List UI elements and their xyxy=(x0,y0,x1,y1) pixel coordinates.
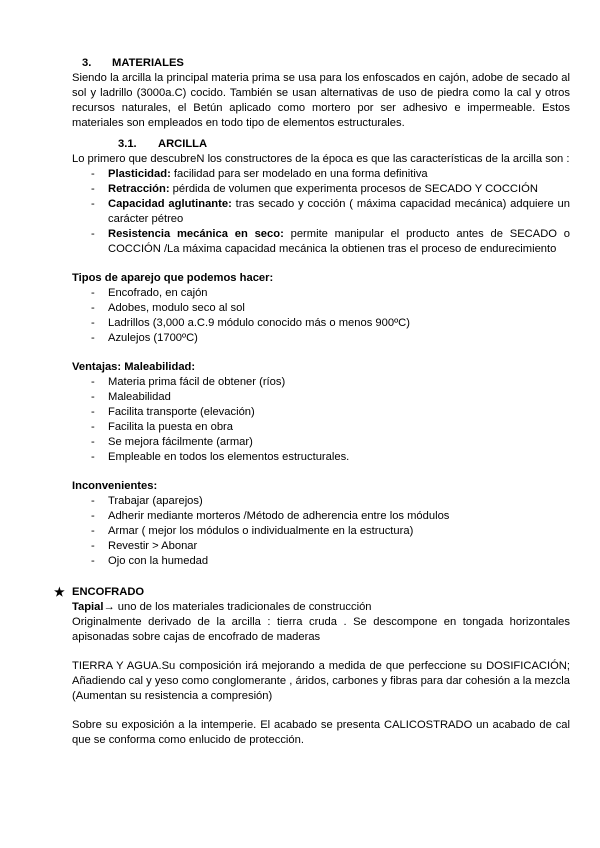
list-item xyxy=(72,182,570,197)
list-item: - Ladrillos (3,000 a.C.9 módulo conocido más o menos 900ºC) xyxy=(72,316,570,331)
inconvenientes-title: Inconvenientes: xyxy=(72,480,158,492)
list-item: - Facilita transporte (elevación) xyxy=(72,405,570,420)
aparejo-title: Tipos de aparejo que podemos hacer: xyxy=(72,272,274,284)
list-item: - Revestir > Abonar xyxy=(72,539,570,554)
list-item: - Empleable en todos los elementos estructurales. xyxy=(72,450,570,465)
property-term: Resistencia mecánica en seco: xyxy=(108,228,284,240)
property-desc: tras secado y cocción ( máxima capacidad mecánica) adquiere un carácter pétreo xyxy=(108,198,570,225)
section-title: MATERIALES xyxy=(112,57,184,69)
tapial-term: Tapial xyxy=(72,601,104,613)
list-item xyxy=(72,227,570,257)
aparejo-list xyxy=(72,286,570,346)
property-term: Plasticidad: xyxy=(108,168,171,180)
ventajas-list xyxy=(72,375,570,465)
encofrado-paragraph-1: Originalmente derivado de la arcilla : tierra cruda . Se descompone en tongada horizontales apisonadas sobre cajas de encofrado de maderas xyxy=(72,616,570,643)
list-item: - Se mejora fácilmente (armar) xyxy=(72,435,570,450)
list-item: - Armar ( mejor los módulos o individualmente en la estructura) xyxy=(72,524,570,539)
property-term: Retracción: xyxy=(108,183,170,195)
list-item: - Facilita la puesta en obra xyxy=(72,420,570,435)
list-item: - Materia prima fácil de obtener (ríos) xyxy=(72,375,570,390)
star-icon: ★ xyxy=(54,585,65,599)
subsection-intro: Lo primero que descubreN los constructores de la época es que las características de la arcilla son : xyxy=(72,153,570,165)
encofrado-title: ENCOFRADO xyxy=(72,586,145,598)
section-heading xyxy=(82,56,570,71)
subsection-number: 3.1. xyxy=(118,138,137,150)
section-number: 3. xyxy=(82,57,92,69)
property-desc: permite manipular el producto antes de SECADO o COCCIÓN /La máxima capacidad mecánica la obtienen tras el proceso de endurecimiento xyxy=(108,228,570,255)
ventajas-title: Ventajas: Maleabilidad: xyxy=(72,361,196,373)
section-intro: Siendo la arcilla la principal materia prima se usa para los enfoscados en cajón, adobe de secado al sol y ladrillo (3000a.C) cocido. También se usan alternativas de uso de piedra como la cal y otros recursos naturales, el Betún aplicado como mortero por ser adhesivo e impermeable. Estos materiales son empleados en todo tipo de elementos estructurales. xyxy=(72,72,570,129)
list-item: - Trabajar (aparejos) xyxy=(72,494,570,509)
list-item: - Ojo con la humedad xyxy=(72,554,570,569)
inconvenientes-list xyxy=(72,494,570,569)
properties-list xyxy=(72,167,570,257)
subsection-title: ARCILLA xyxy=(158,138,208,150)
encofrado-paragraph-3: Sobre su exposición a la intemperie. El acabado se presenta CALICOSTRADO un acabado de cal que se conforma como enlucido de protección. xyxy=(72,719,570,746)
list-item xyxy=(72,167,570,182)
property-desc: facilidad para ser modelado en una forma definitiva xyxy=(170,168,428,180)
document-page xyxy=(54,56,570,748)
tapial-line xyxy=(72,600,570,615)
list-item: - Adobes, modulo seco al sol xyxy=(72,301,570,316)
encofrado-paragraph-2: TIERRA Y AGUA.Su composición irá mejorando a medida de que perfeccione su DOSIFICACIÓN; Añadiendo cal y yeso como conglomerante , áridos, carbones y fibras para dar cohesión a la mezcla (Aumentan su resistencia a compresión) xyxy=(72,660,570,702)
tapial-desc: → uno de los materiales tradicionales de construcción xyxy=(103,601,372,613)
list-item: - Maleabilidad xyxy=(72,390,570,405)
subsection-heading xyxy=(118,137,570,152)
list-item: - Encofrado, en cajón xyxy=(72,286,570,301)
property-term: Capacidad aglutinante: xyxy=(108,198,232,210)
list-item xyxy=(72,197,570,227)
list-item: - Adherir mediante morteros /Método de adherencia entre los módulos xyxy=(72,509,570,524)
encofrado-heading xyxy=(54,585,570,600)
property-desc: pérdida de volumen que experimenta procesos de SECADO Y COCCIÓN xyxy=(169,183,538,195)
list-item: - Azulejos (1700ºC) xyxy=(72,331,570,346)
